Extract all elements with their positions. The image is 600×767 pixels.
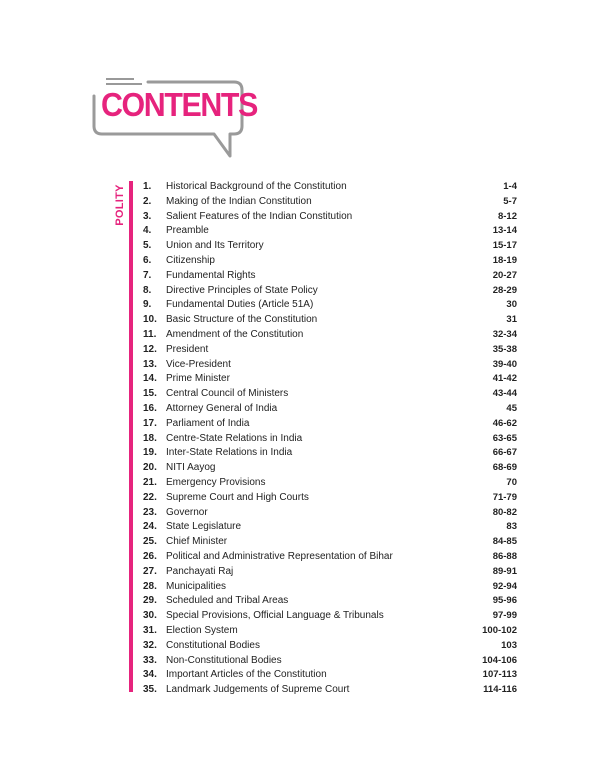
toc-row[interactable] (140, 520, 517, 535)
chapter-number: 8. (143, 284, 152, 296)
page-range: 68-69 (492, 462, 517, 474)
chapter-title: Governor (166, 506, 208, 518)
chapter-title: President (166, 343, 209, 355)
chapter-number: 7. (143, 269, 152, 281)
chapter-title: Historical Background of the Constitution (166, 181, 347, 192)
toc-row[interactable] (140, 565, 517, 580)
chapter-title: Basic Structure of the Constitution (166, 314, 318, 326)
chapter-title: Landmark Judgements of Supreme Court (166, 684, 350, 696)
page-title: CONTENTS (101, 86, 257, 123)
chapter-title: Political and Administrative Representation of Bihar (166, 550, 393, 562)
chapter-title: Constitutional Bodies (166, 639, 260, 651)
chapter-title: Making of the Indian Constitution (166, 195, 312, 207)
chapter-title: Important Articles of the Constitution (166, 669, 327, 681)
toc-row[interactable] (140, 210, 517, 225)
toc-row[interactable] (140, 506, 517, 521)
chapter-number: 35. (143, 684, 157, 696)
chapter-number: 28. (143, 580, 157, 592)
chapter-number: 31. (143, 624, 157, 636)
toc-row[interactable] (140, 372, 517, 387)
chapter-title: Non-Constitutional Bodies (166, 654, 282, 666)
chapter-title: Vice-President (166, 358, 231, 370)
toc-row[interactable] (140, 313, 517, 328)
chapter-number: 21. (143, 476, 157, 488)
page-range: 20-27 (492, 269, 517, 281)
section-accent-bar (129, 181, 133, 692)
chapter-number: 30. (143, 610, 157, 622)
contents-heading (92, 74, 257, 166)
chapter-title: Prime Minister (166, 373, 230, 385)
chapter-number: 22. (143, 491, 157, 503)
page-range: 104-106 (482, 654, 517, 666)
chapter-title: Attorney General of India (166, 402, 278, 414)
toc-row[interactable] (140, 580, 517, 595)
chapter-title: Central Council of Ministers (166, 388, 289, 400)
chapter-number: 11. (143, 328, 157, 340)
page-range: 41-42 (492, 373, 517, 385)
toc-row[interactable] (140, 358, 517, 373)
chapter-number: 3. (143, 210, 152, 222)
chapter-number: 12. (143, 343, 157, 355)
chapter-number: 20. (143, 462, 157, 474)
toc-row[interactable] (140, 624, 517, 639)
chapter-title: Election System (166, 624, 238, 636)
chapter-title: Centre-State Relations in India (166, 432, 303, 444)
toc-row[interactable] (140, 254, 517, 269)
chapter-number: 15. (143, 388, 157, 400)
page-range: 43-44 (492, 388, 517, 400)
chapter-number: 19. (143, 447, 157, 459)
toc-row[interactable] (140, 461, 517, 476)
page-range: 80-82 (492, 506, 517, 518)
chapter-number: 16. (143, 402, 157, 414)
toc-row[interactable] (140, 639, 517, 654)
toc-row[interactable] (140, 594, 517, 609)
chapter-number: 26. (143, 550, 157, 562)
chapter-title: Amendment of the Constitution (166, 328, 304, 340)
page-range: 8-12 (497, 210, 517, 222)
toc-row[interactable] (140, 224, 517, 239)
toc-row[interactable] (140, 402, 517, 417)
page-range: 83 (506, 521, 517, 533)
toc-row[interactable] (140, 298, 517, 313)
chapter-number: 33. (143, 654, 157, 666)
toc-row[interactable] (140, 668, 517, 683)
toc-row[interactable] (140, 417, 517, 432)
page-range: 100-102 (482, 624, 517, 636)
toc-row[interactable] (140, 269, 517, 284)
chapter-number: 17. (143, 417, 157, 429)
page-range: 71-79 (492, 491, 517, 503)
toc-row[interactable] (140, 387, 517, 402)
page-range: 18-19 (492, 254, 517, 266)
toc-row[interactable] (140, 284, 517, 299)
toc-row[interactable] (140, 432, 517, 447)
toc-row[interactable] (140, 654, 517, 669)
toc-row[interactable] (140, 535, 517, 550)
page-range: 5-7 (503, 195, 517, 207)
chapter-title: Emergency Provisions (166, 476, 266, 488)
chapter-title: Preamble (166, 225, 209, 237)
toc-row[interactable] (140, 195, 517, 210)
page-range: 92-94 (492, 580, 517, 592)
page-range: 97-99 (492, 610, 517, 622)
page-range: 30 (506, 299, 517, 311)
table-of-contents (140, 180, 517, 698)
chapter-title: Municipalities (166, 580, 227, 592)
page-range: 89-91 (492, 565, 517, 577)
page-range: 31 (506, 314, 517, 326)
chapter-title: Citizenship (166, 254, 215, 266)
chapter-title: Special Provisions, Official Language & Tribunals (166, 610, 384, 622)
chapter-number: 1. (143, 181, 152, 192)
chapter-number: 32. (143, 639, 157, 651)
page-range: 114-116 (483, 684, 517, 696)
chapter-number: 6. (143, 254, 152, 266)
page-range: 66-67 (492, 447, 517, 459)
chapter-title: NITI Aayog (166, 462, 216, 474)
chapter-number: 27. (143, 565, 157, 577)
chapter-number: 25. (143, 536, 157, 548)
page-range: 103 (501, 639, 517, 651)
toc-row[interactable] (140, 343, 517, 358)
chapter-title: State Legislature (166, 521, 242, 533)
chapter-number: 4. (143, 225, 152, 237)
chapter-number: 5. (143, 240, 152, 252)
chapter-number: 29. (143, 595, 157, 607)
toc-row[interactable] (140, 180, 517, 195)
toc-row[interactable] (140, 328, 517, 343)
page-range: 95-96 (492, 595, 517, 607)
page-range: 35-38 (492, 343, 517, 355)
page-range: 13-14 (492, 225, 517, 237)
chapter-title: Directive Principles of State Policy (166, 284, 318, 296)
page-range: 32-34 (492, 328, 517, 340)
page-range: 70 (506, 476, 517, 488)
chapter-title: Scheduled and Tribal Areas (166, 595, 289, 607)
chapter-title: Parliament of India (166, 417, 250, 429)
chapter-number: 24. (143, 521, 157, 533)
page-range: 46-62 (492, 417, 517, 429)
chapter-title: Supreme Court and High Courts (166, 491, 309, 503)
chapter-number: 34. (143, 669, 157, 681)
chapter-title: Fundamental Rights (166, 269, 256, 281)
page-range: 45 (506, 402, 517, 414)
page-range: 86-88 (492, 550, 517, 562)
page-range: 28-29 (492, 284, 517, 296)
chapter-number: 13. (143, 358, 157, 370)
page-range: 39-40 (492, 358, 517, 370)
toc-row[interactable] (140, 446, 517, 461)
chapter-title: Fundamental Duties (Article 51A) (166, 299, 314, 311)
toc-row[interactable] (140, 550, 517, 565)
page-range: 84-85 (492, 536, 517, 548)
toc-row[interactable] (140, 476, 517, 491)
toc-row[interactable] (140, 491, 517, 506)
chapter-title: Union and Its Territory (166, 240, 264, 252)
chapter-title: Inter-State Relations in India (166, 447, 293, 459)
chapter-title: Panchayati Raj (166, 565, 234, 577)
chapter-number: 10. (143, 314, 157, 326)
chapter-number: 23. (143, 506, 157, 518)
section-label (113, 180, 127, 230)
chapter-number: 9. (143, 299, 152, 311)
page-range: 107-113 (482, 669, 517, 681)
section-label-text: POLITY (114, 184, 126, 226)
chapter-title: Salient Features of the Indian Constitution (166, 210, 353, 222)
chapter-number: 14. (143, 373, 157, 385)
chapter-number: 2. (143, 195, 152, 207)
toc-row[interactable] (140, 609, 517, 624)
toc-row[interactable] (140, 683, 517, 698)
page-range: 63-65 (492, 432, 517, 444)
page-range: 15-17 (492, 240, 517, 252)
toc-row[interactable] (140, 239, 517, 254)
page-range: 1-4 (503, 181, 517, 192)
chapter-title: Chief Minister (166, 536, 228, 548)
chapter-number: 18. (143, 432, 157, 444)
